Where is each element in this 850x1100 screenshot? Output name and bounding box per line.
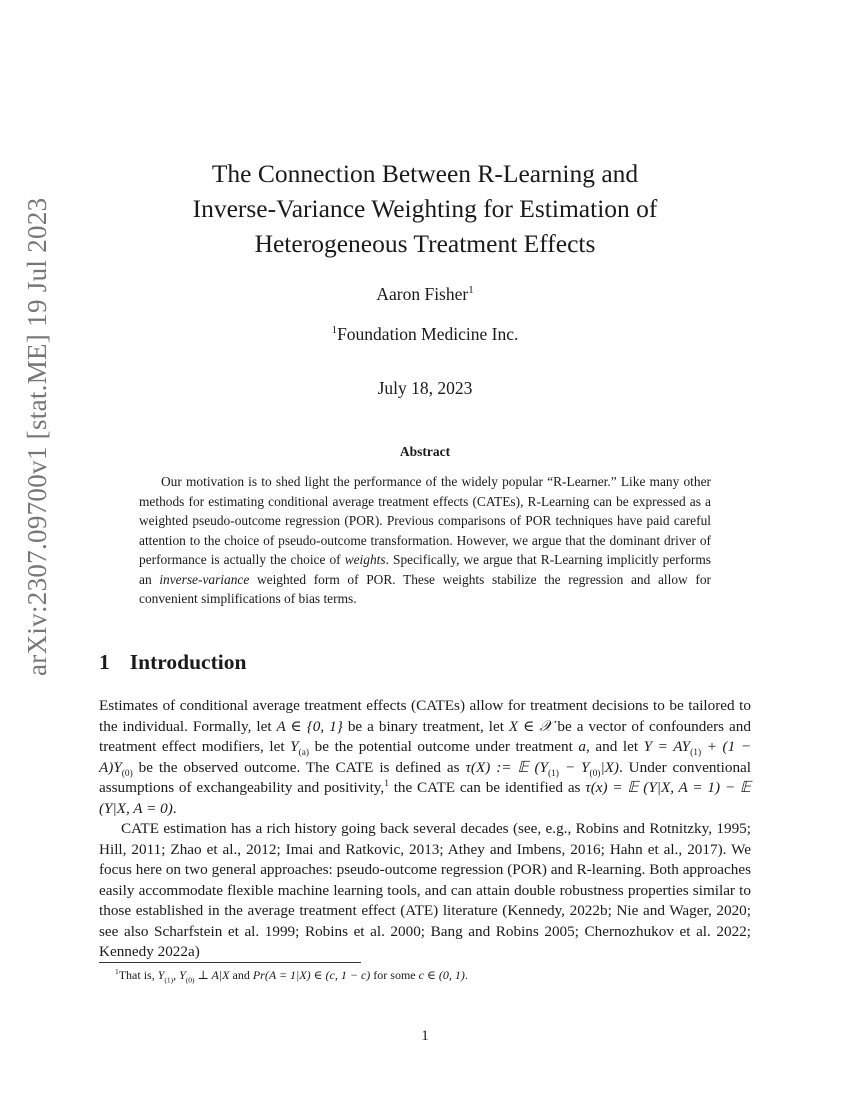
math-inline: + (1 − A)Y	[99, 738, 752, 776]
author	[0, 284, 850, 305]
math-inline: τ(x) = 𝔼 (Y|X, A = 1) − 𝔼 (Y|X, A = 0)	[99, 779, 751, 817]
affiliation-name: Foundation Medicine Inc.	[337, 324, 519, 344]
math-subscript: (0)	[121, 768, 133, 779]
text-run: That is,	[118, 968, 158, 982]
math-inline: a	[578, 738, 586, 755]
title-line: Heterogeneous Treatment Effects	[254, 229, 596, 258]
section-title: Introduction	[129, 650, 247, 674]
math-subscript: (0)	[589, 768, 601, 779]
text-run: be a binary treatment, let	[342, 717, 509, 735]
abstract-body	[139, 472, 711, 609]
math-subscript: (a)	[298, 748, 310, 759]
paragraph: CATE estimation has a rich history going back several decades (see, e.g., Robins and Rotnitzky, 1995; Hill, 2011; Zhao et al., 2012; Imai and Ratkovic, 2013; Athey and Imbens, 2016; Hahn et al., 2017). We focus here on two general approaches: pseudo-outcome regression (POR) and R-learning. Both approaches easily accommodate flexible machine learning tools, and can attain double robustness properties similar to those established in the average treatment effect (ATE) literature (Kennedy, 2022b; Nie and Wager, 2020; see also Scharfstein et al. 1999; Robins et al. 2000; Bang and Robins 2005; Chernozhukov et al. 2022; Kennedy 2022a)	[99, 820, 751, 960]
math-inline: Y	[290, 738, 299, 755]
text-run: be the potential outcome under treatment	[309, 738, 579, 755]
footnote-number: 1	[115, 967, 119, 976]
text-run: .	[172, 799, 177, 817]
text-run: .	[464, 968, 468, 982]
affiliation-mark: 1	[331, 324, 338, 337]
paragraph	[99, 696, 751, 819]
text-run: , and let	[586, 738, 644, 755]
text-run: be the observed outcome. The CATE is defined as	[132, 758, 466, 776]
page-number: 1	[421, 1028, 429, 1044]
abstract-emphasis-inverse-variance: inverse-variance	[159, 571, 250, 587]
math-inline: − Y	[558, 758, 590, 776]
author-affiliation-mark: 1	[468, 284, 474, 297]
math-inline: τ(X) := 𝔼 (Y	[465, 758, 548, 776]
math-inline: X ∈ 𝒳	[508, 717, 553, 735]
math-subscript: (0)	[185, 975, 195, 985]
title-line: The Connection Between R-Learning and	[211, 159, 639, 188]
math-inline: Y = AY	[643, 738, 691, 755]
text-run: the CATE can be identified as	[388, 779, 586, 796]
section-heading-introduction	[99, 650, 246, 675]
introduction-body	[99, 696, 751, 963]
math-subscript: (1)	[690, 748, 702, 759]
abstract-paragraph	[139, 472, 711, 609]
math-subscript: (1)	[164, 975, 174, 985]
abstract-text: weighted form of POR. These weights stabilize the regression and allow for convenient simplifications of bias terms.	[139, 571, 711, 606]
abstract-text: Our motivation is to shed light the performance of the widely popular “R-Learner.” Like many other methods for estimating conditional average treatment effects (CATEs), R-Learning can be expressed as a weighted pseudo-outcome regression (POR). Previous comparisons of POR techniques have paid careful attention to the choice of pseudo-outcome transformation. However, we argue that the dominant driver of performance is actually the choice of	[139, 474, 711, 567]
footnote-marker: 1	[384, 778, 389, 789]
abstract-heading: Abstract	[399, 444, 451, 459]
footnote	[99, 968, 751, 983]
abstract-emphasis-weights: weights	[344, 552, 386, 567]
math-inline: Y	[157, 968, 165, 982]
text-run: and	[229, 968, 253, 982]
paper-date: July 18, 2023	[377, 378, 473, 398]
footnote-divider	[99, 962, 361, 963]
text-run: Estimates of conditional average treatment effects (CATEs) allow for treatment decisions to be tailored to the individual. Formally, let	[99, 697, 751, 735]
arxiv-identifier-stamp: arXiv:2307.09700v1 [stat.ME] 19 Jul 2023	[22, 197, 52, 676]
section-number: 1	[99, 650, 110, 674]
text-run: for some	[370, 968, 419, 982]
title-line: Inverse-Variance Weighting for Estimation of	[192, 194, 658, 223]
abstract-text: . Specifically, we argue that R-Learning implicitly performs an	[139, 552, 712, 587]
author-name: Aaron Fisher	[376, 284, 469, 304]
math-subscript: (1)	[547, 768, 559, 779]
math-inline: , Y	[173, 968, 186, 982]
text-run: be a vector of confounders and treatment effect modifiers, let	[99, 717, 751, 755]
paper-title	[0, 156, 850, 261]
affiliation	[0, 324, 850, 345]
math-inline: c ∈ (0, 1)	[418, 968, 465, 982]
math-inline: Pr(A = 1|X) ∈ (c, 1 − c)	[252, 968, 371, 982]
text-run: . Under conventional assumptions of exchangeability and positivity,	[99, 758, 751, 796]
math-inline: A ∈ {0, 1}	[276, 717, 343, 735]
math-inline: ⊥ A|X	[194, 968, 230, 982]
math-inline: |X)	[600, 758, 619, 776]
